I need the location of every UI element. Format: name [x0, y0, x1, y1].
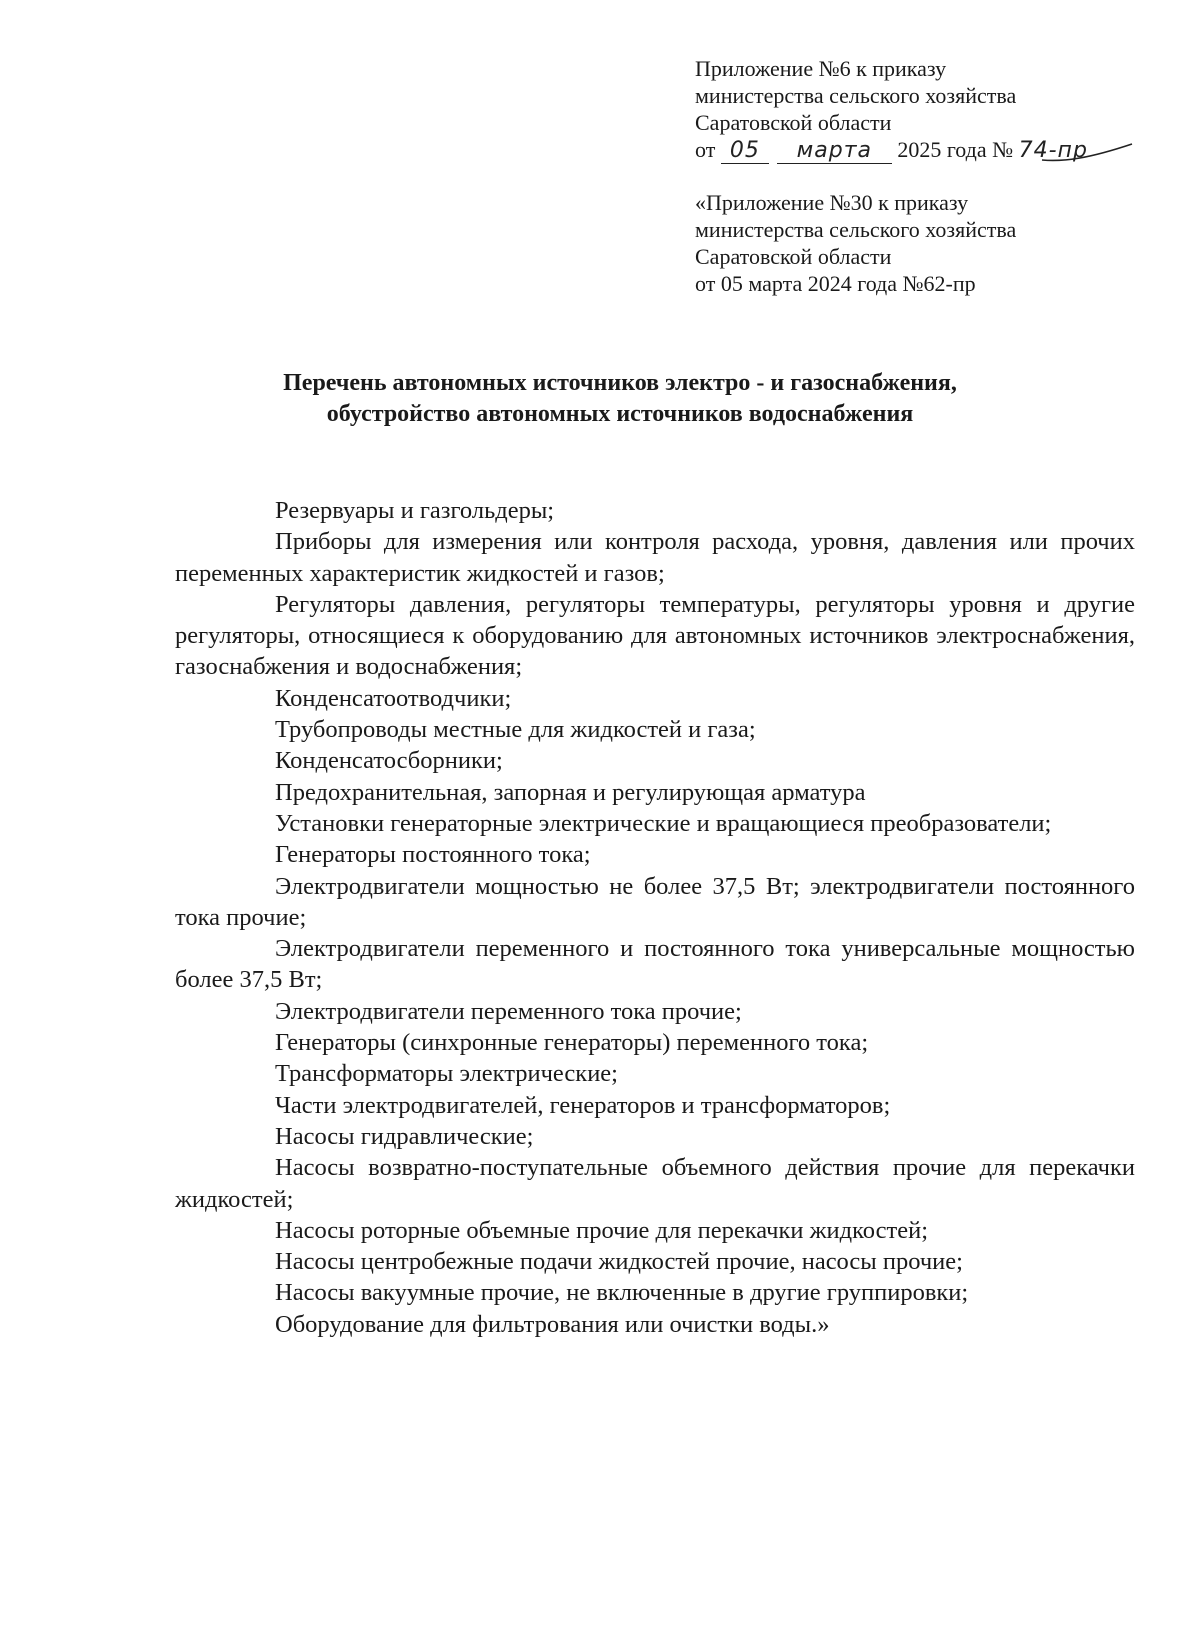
- list-item: Электродвигатели переменного и постоянного тока универсальные мощностью более 37,5 Вт;: [175, 935, 1135, 994]
- appendix-30-line2: министерства сельского хозяйства: [695, 217, 1017, 242]
- document-title-line2: обустройство автономных источников водоснабжения: [326, 401, 914, 427]
- list-item: Генераторы (синхронные генераторы) переменного тока;: [275, 1029, 869, 1057]
- list-item: Генераторы постоянного тока;: [275, 841, 591, 869]
- handwritten-day: 05: [721, 139, 769, 164]
- appendix-6-header: [695, 55, 1135, 164]
- appendix-30-header: [695, 189, 1135, 297]
- document-title-line1: Перечень автономных источников электро - и газоснабжения,: [283, 370, 957, 396]
- list-item: Резервуары и газгольдеры;: [275, 497, 555, 524]
- list-item: Установки генераторные электрические и вращающиеся преобразователи;: [275, 809, 1052, 837]
- handwritten-underline-stroke: [1040, 140, 1135, 166]
- equipment-list: [175, 495, 1135, 1340]
- list-item: Приборы для измерения или контроля расхода, уровня, давления или прочих переменных характеристик жидкостей и газов;: [175, 528, 1135, 587]
- appendix-6-line3: Саратовской области: [695, 110, 892, 135]
- list-item: Насосы гидравлические;: [275, 1122, 534, 1150]
- list-item: Предохранительная, запорная и регулирующая арматура: [275, 778, 866, 806]
- appendix-30-line4: от 05 марта 2024 года №62-пр: [695, 271, 976, 296]
- list-item: Насосы центробежные подачи жидкостей прочие, насосы прочие;: [275, 1248, 963, 1276]
- appendix-30-line3: Саратовской области: [695, 244, 892, 269]
- date-prefix: от: [695, 137, 716, 162]
- appendix-6-date-line: [695, 136, 1135, 164]
- list-item: Регуляторы давления, регуляторы температуры, регуляторы уровня и другие регуляторы, относящиеся к оборудованию для автономных источников электроснабжения, газоснабжения и водоснабжения;: [175, 590, 1135, 681]
- list-item: Насосы вакуумные прочие, не включенные в другие группировки;: [275, 1279, 969, 1307]
- list-item: Трансформаторы электрические;: [275, 1060, 618, 1088]
- list-item: Электродвигатели мощностью не более 37,5 Вт; электродвигатели постоянного тока прочие;: [175, 872, 1135, 931]
- list-item: Конденсатосборники;: [275, 747, 503, 775]
- list-item: Электродвигатели переменного тока прочие;: [275, 997, 742, 1025]
- list-item: Части электродвигателей, генераторов и трансформаторов;: [275, 1091, 891, 1119]
- appendix-6-line1: Приложение №6 к приказу: [695, 56, 947, 81]
- list-item: Насосы возвратно-поступательные объемного действия прочие для перекачки жидкостей;: [175, 1154, 1135, 1213]
- list-item: Оборудование для фильтрования или очистки воды.»: [275, 1310, 830, 1338]
- date-year: 2025 года №: [897, 137, 1014, 162]
- appendix-30-line1: «Приложение №30 к приказу: [695, 190, 969, 215]
- appendix-6-line2: министерства сельского хозяйства: [695, 83, 1017, 108]
- document-title: [150, 368, 1090, 430]
- list-item: Трубопроводы местные для жидкостей и газа;: [275, 716, 756, 744]
- list-item: Насосы роторные объемные прочие для перекачки жидкостей;: [275, 1216, 929, 1244]
- handwritten-month: марта: [777, 139, 892, 164]
- handwritten-order-number: 74-пр: [1018, 138, 1088, 163]
- list-item: Конденсатоотводчики;: [275, 684, 512, 712]
